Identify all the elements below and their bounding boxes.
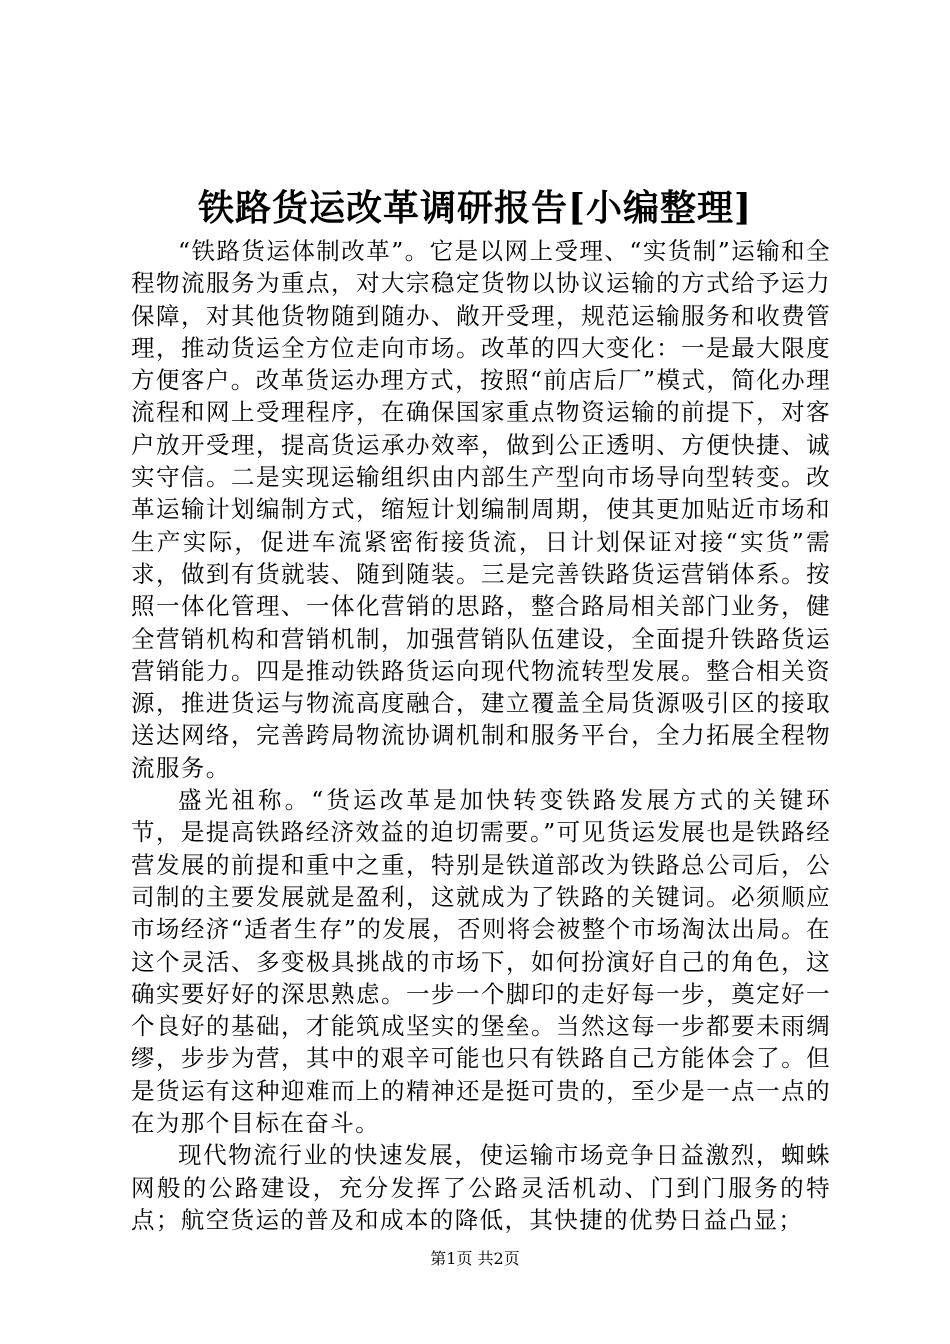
page-number-footer: 第1页 共2页: [430, 1249, 520, 1268]
paragraph-3: 现代物流行业的快速发展，使运输市场竞争日益激烈，蜘蛛网般的公路建设，充分发挥了公路灵活机动、门到门服务的特点；航空货运的普及和成本的降低，其快捷的优势日益凸显；: [131, 1141, 831, 1234]
paragraph-2: 盛光祖称。“货运改革是加快转变铁路发展方式的关键环节，是提高铁路经济效益的迫切需要。”可见货运发展也是铁路经营发展的前提和重中之重，特别是铁道部改为铁路总公司后，公司制的主要发展就是盈利，这就成为了铁路的关键词。必须顺应市场经济“适者生存”的发展，否则将会被整个市场淘汰出局。在这个灵活、多变极具挑战的市场下，如何扮演好自己的角色，这确实要好好的深思熟虑。一步一个脚印的走好每一步，奠定好一个良好的基础，才能筑成坚实的堡垒。当然这每一步都要未雨绸缪，步步为营，其中的艰辛可能也只有铁路自己方能体会了。但是货运有这种迎难而上的精神还是挺可贵的，至少是一点一点的在为那个目标在奋斗。: [131, 786, 831, 1138]
document-title: 铁路货运改革调研报告[小编整理]: [197, 187, 753, 229]
paragraph-1: “铁路货运体制改革”。它是以网上受理、“实货制”运输和全程物流服务为重点，对大宗稳定货物以协议运输的方式给予运力保障，对其他货物随到随办、敞开受理，规范运输服务和收费管理，推动货运全方位走向市场。改革的四大变化：一是最大限度方便客户。改革货运办理方式，按照“前店后厂”模式，简化办理流程和网上受理程序，在确保国家重点物资运输的前提下，对客户放开受理，提高货运承办效率，做到公正透明、方便快捷、诚实守信。二是实现运输组织由内部生产型向市场导向型转变。改革运输计划编制方式，缩短计划编制周期，使其更加贴近市场和生产实际，促进车流紧密衔接货流，日计划保证对接“实货”需求，做到有货就装、随到随装。三是完善铁路货运营销体系。按照一体化管理、一体化营销的思路，整合路局相关部门业务，健全营销机构和营销机制，加强营销队伍建设，全面提升铁路货运营销能力。四是推动铁路货运向现代物流转型发展。整合相关资源，推进货运与物流高度融合，建立覆盖全局货源吸引区的接取送达网络，完善跨局物流协调机制和服务平台，全力拓展全程物流服务。: [131, 237, 831, 782]
document-body: [131, 235, 831, 1236]
